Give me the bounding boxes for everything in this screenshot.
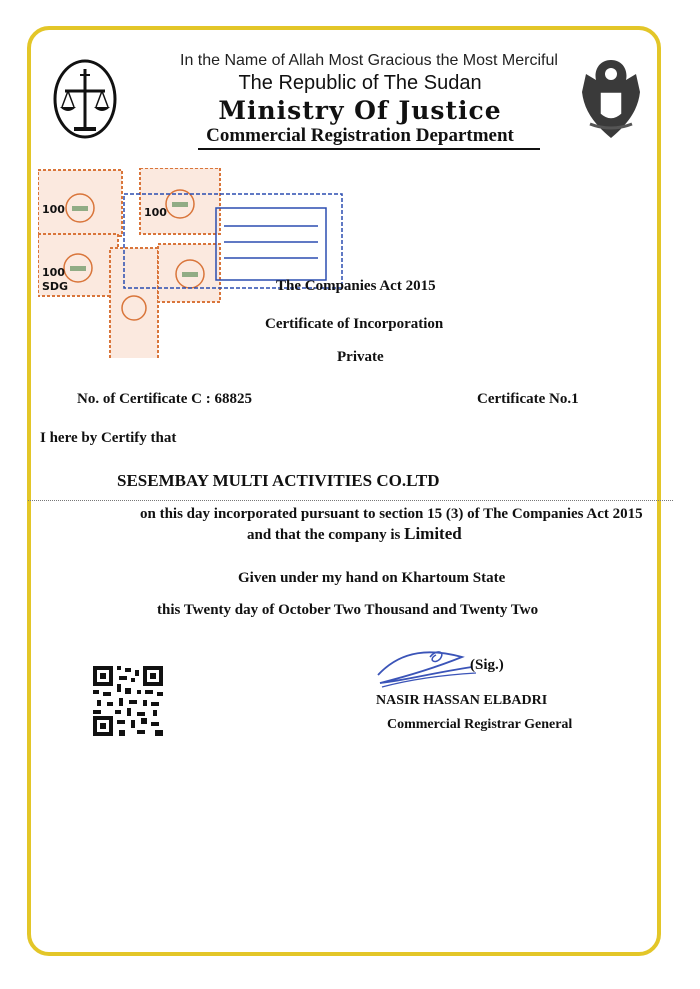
- header-ministry: Ministry Of Justice: [218, 96, 502, 125]
- limited-statement: [247, 524, 462, 544]
- header-department: Commercial Registration Department: [206, 125, 514, 146]
- header-republic: The Republic of The Sudan: [238, 72, 482, 94]
- certificate-title: Certificate of Incorporation: [265, 316, 444, 332]
- certificate-sequence: Certificate No.1: [477, 391, 579, 407]
- header-invocation: In the Name of Allah Most Gracious the Most Merciful: [180, 52, 558, 69]
- header-divider: [198, 148, 540, 150]
- company-name: SESEMBAY MULTI ACTIVITIES CO.LTD: [117, 471, 440, 490]
- given-statement: Given under my hand on Khartoum State: [238, 570, 506, 586]
- company-type: Private: [337, 349, 384, 365]
- dotted-divider: [28, 500, 673, 501]
- limited-value: Limited: [404, 524, 462, 543]
- certificate-border: [27, 26, 661, 956]
- stamp-value-2: 100: [144, 206, 167, 219]
- certificate-number: No. of Certificate C : 68825: [77, 391, 252, 407]
- scales-of-justice-logo: [52, 57, 118, 152]
- qr-code: [93, 666, 163, 741]
- stamp-currency: SDG: [42, 280, 69, 293]
- limited-prefix: and that the company is: [247, 527, 405, 543]
- registrar-title: Commercial Registrar General: [387, 717, 573, 732]
- sig-label: (Sig.): [470, 657, 504, 673]
- stamp-value-1: 100: [42, 203, 65, 216]
- revenue-stamps: [38, 168, 348, 363]
- incorporation-statement: on this day incorporated pursuant to section 15 (3) of The Companies Act 2015: [140, 506, 643, 522]
- sudan-emblem: [578, 52, 644, 147]
- act-title: The Companies Act 2015: [276, 278, 436, 294]
- stamp-value-3: 100: [42, 266, 65, 279]
- date-statement: this Twenty day of October Two Thousand and Twenty Two: [157, 602, 539, 618]
- certify-statement: I here by Certify that: [40, 430, 177, 446]
- registrar-name: NASIR HASSAN ELBADRI: [376, 693, 548, 708]
- handwritten-signature: [372, 645, 482, 698]
